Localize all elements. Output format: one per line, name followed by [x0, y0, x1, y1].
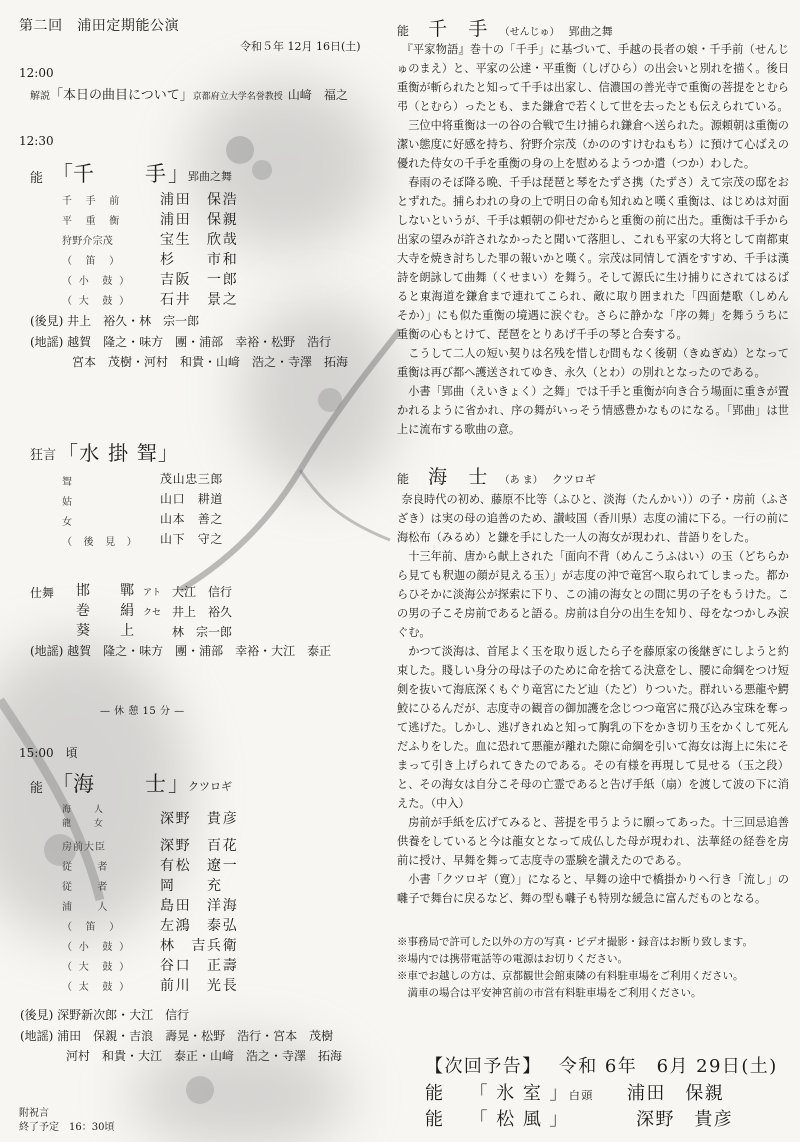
cast-role: 女	[62, 517, 74, 528]
next-item-variant: 白頭	[568, 1089, 594, 1102]
play2-quote-open: 「	[52, 772, 73, 796]
kyogen-category: 狂言	[30, 448, 57, 463]
cast-name: 茂山忠三郎	[160, 472, 224, 486]
next-label: 【次回予告】	[425, 1056, 542, 1077]
shimai-performer: 林 宗一郎	[172, 625, 233, 639]
cast-role: 従 者	[62, 862, 110, 873]
play1-jiutai-line1: (地謡) 越賀 隆之・味方 團・浦部 幸裕・松野 浩行	[30, 335, 332, 349]
cast-role-shite: 海 人	[62, 805, 105, 815]
desc1-body	[397, 40, 789, 439]
desc1-paragraph: 春雨のそぼ降る晩、千手は琵琶と琴をたずさ携（たずさ）えて宗茂の邸をおとずれた。捕らわれの身の上で明日の命も知れぬと嘆く重衡は、はじめは対面しないというが、千手は頼朝の仰せだからと重衡の前に出た。重衡は千手から出家の望みが許されなかったと聞いて落胆し、これも平家の大将として南都東大寺を焼き討ちした罪の報いかと嘆く。宗茂は同情して酒をすすめ、千手は漢詩を朗詠して曲舞（くせまい）を舞う。そして源氏に生け捕りにされてはるばると東海道を鎌倉まで連れてこられ、敵に取り囲まれた「四面楚歌（しめんそか）」にも似た重衡の境遇に涙ぐむ。さらに静かな「序の舞」を舞ううちに重衡の心もとけて、琵琶をとりあげ千手の琴と合奏する。	[397, 176, 789, 341]
cast-name: 浦田 保浩	[160, 192, 239, 208]
shimai-title: 邯 鄲	[76, 583, 135, 599]
desc2-variant: クツロギ	[551, 473, 596, 486]
cast-role: （ 小 鼓 ）	[62, 942, 131, 953]
desc2-paragraph: 房前が手紙を広げてみると、菩提を弔うように願ってあった。十三回忌追善供養をしていると今は龍女となって成仏した母が現われ、法華経の経巻を房前に授け、早舞を舞って志度寺の霊験を讃えたのである。	[397, 816, 789, 867]
desc2-paragraph: 小書「クツロギ（寛）」になると、早舞の途中で橋掛かりへ行き「流し」の囃子で舞台に戻るなど、舞の型も囃子も特別な緩急に富んだものとなる。	[397, 873, 789, 905]
cast-role: 千 手 前	[62, 196, 121, 207]
cast-name: 山本 善之	[160, 512, 224, 526]
cast-name: 浦田 保親	[160, 212, 239, 228]
cast-name: 石井 景之	[160, 292, 239, 308]
shimai-performer: 大江 信行	[172, 585, 233, 599]
play2-koken: (後見) 深野新次郎・大江 信行	[20, 1008, 190, 1022]
cast-role: 従 者	[62, 882, 110, 893]
performance-date: 令和５年 12月 16日(土)	[240, 40, 361, 53]
notice-list	[397, 934, 753, 1002]
play2-variant: クツロギ	[188, 780, 232, 793]
cast-name: 前川 光長	[160, 978, 239, 994]
notice-item: ※場内では携帯電話等の電源はお切りください。	[397, 953, 628, 965]
lecturer-name: 山﨑 福之	[287, 88, 348, 102]
cast-role: 房前大臣	[62, 842, 106, 853]
next-item-performer: 浦田 保親	[626, 1083, 725, 1104]
cast-role: 平 重 衡	[62, 216, 121, 227]
desc1-reading: （せんじゅ）	[499, 27, 560, 38]
desc2-paragraph: 奈良時代の初め、藤原不比等（ふひと、淡海（たんかい））の子・房前（ふさざき）は実の母の追善のため、讃岐国（香川県）志度の浦に下る。一行の前に海松布（みるめ）と鎌を手にした一人の海女が現われ、昔語りをした。	[397, 493, 789, 544]
desc1-variant: 郢曲之舞	[568, 25, 613, 38]
next-heading	[425, 1052, 778, 1078]
play1-koken: (後見) 井上 裕久・林 宗一郎	[30, 314, 200, 328]
desc1-title: 千 手	[428, 18, 489, 40]
cast-role: 狩野介宗茂	[62, 236, 113, 247]
desc2-category: 能	[397, 472, 410, 486]
play1-quote-close: 」	[168, 162, 189, 186]
cast-role: （ 大 鼓 ）	[62, 962, 131, 973]
play2-title-char2: 士	[145, 772, 166, 796]
cast-name: 島田 洋海	[160, 898, 239, 914]
play1-variant: 郢曲之舞	[188, 170, 232, 183]
lecture-title: 「本日の曲目について」	[50, 88, 193, 103]
cast-role-nochi: 龍 女	[62, 819, 105, 829]
second-noh-time: 15:00 頃	[19, 746, 78, 760]
shimai-title: 巻 絹	[76, 603, 135, 619]
cast-name: 深野 百花	[160, 838, 239, 854]
play1-title-char1: 千	[73, 162, 94, 186]
next-item-title: 「 氷 室 」	[469, 1083, 569, 1104]
lecture-label: 解説	[30, 91, 50, 102]
desc1-paragraph: 三位中将重衡は一の谷の合戦で生け捕られ鎌倉へ送られた。源頼朝は重衡の潔い態度に好感を持ち、狩野介宗茂（かののすけむねもち）に預けて心ばえの優れた侍女の千手を重衡の身の上を慰めるようつか遣（つか）わした。	[397, 119, 789, 170]
cast-role: 聟	[62, 477, 74, 488]
desc1-heading	[397, 14, 613, 41]
cast-name: 杉 市和	[160, 252, 239, 268]
play2-title-char1: 海	[73, 772, 94, 796]
notice-item: ※車でお越しの方は、京都観世会館東隣の有料駐車場をご利用ください。	[397, 970, 744, 982]
shimai-note: アト	[143, 588, 162, 598]
desc2-paragraph: 十三年前、唐から献上された「面向不背（めんこうふはい）の玉（どちらから見ても釈迦の顔が見える玉）」が志度の沖で竜宮へ取られてしまった。都からひそかに淡海公が探索に下り、この浦の海女との間に男の子をもうけた。この男の子こそ房前であると語る。房前は自分の出生を知り、母をなつかしみ涙ぐむ。	[397, 550, 789, 639]
next-item-category: 能	[425, 1083, 445, 1104]
cast-name: 深野 貴彦	[160, 811, 239, 827]
intermission: — 休 憩 15 分 —	[100, 706, 185, 717]
cast-role: （ 大 鼓 ）	[62, 296, 131, 307]
cast-role: （ 笛 ）	[62, 256, 121, 267]
cast-name: 有松 遼一	[160, 858, 239, 874]
cast-role: （ 小 鼓 ）	[62, 276, 131, 287]
cast-name: 宝生 欣哉	[160, 232, 239, 248]
cast-name: 林 吉兵衛	[160, 938, 239, 954]
start-time: 12:00	[19, 66, 54, 80]
play1-jiutai-line2: 宮本 茂樹・河村 和貴・山﨑 浩之・寺澤 拓海	[72, 355, 349, 369]
shimai-category: 仕舞	[30, 586, 55, 600]
shugen: 附祝言	[19, 1108, 49, 1119]
desc2-paragraph: かつて淡海は、首尾よく玉を取り返したら子を藤原家の後継ぎにしようと約束した。賤しい身分の母は子のために命を捨てる決意をし、腰に命綱をつけ短剣を抜いて海底深くもぐり竜宮にたど辿（たど）りついた。群れいる悪龍や鰐鮫にひるんだが、志度寺の観音の御加護を念じつつ竜宮に飛び込み宝珠を奪って逃げた。しかし、逃げきれぬと知って胸乳の下をかき切り玉をかくして死んだふりをした。血に恐れて悪龍が離れた隙に命綱を引いて海女は海上に朱にそまって引き上げられてきたのである。その有様を再現して見せる（玉之段）と、その海女は自分こそ母の亡霊であると告げ手紙（扇）を渡して波の下に消えた。（中入）	[397, 645, 789, 810]
desc1-paragraph: 『平家物語』巻十の「千手」に基づいて、手越の長者の娘・千手前（せんじゅのまえ）と、平家の公達・平重衡（しげひら）の出会いと別れを描く。後日重衡が斬られたと知って千手は出家し、信濃国の善光寺で重衡の菩提をとむら弔（とむら）ったとも、また鎌倉で若くして世を去ったとも伝えられている。	[397, 43, 789, 113]
shimai-note: クセ	[143, 608, 162, 618]
shimai-title: 葵 上	[76, 623, 135, 639]
scheduled-end: 終了予定 16：30頃	[19, 1122, 115, 1133]
next-item	[425, 1079, 724, 1105]
cast-name: 谷口 正壽	[160, 958, 239, 974]
desc2-reading: （あ ま）	[499, 475, 543, 486]
cast-role: 姑	[62, 497, 74, 508]
program-title: 第二回 浦田定期能公演	[19, 18, 180, 34]
lecturer-affiliation: 京都府立大学名誉教授	[192, 92, 283, 102]
next-item	[425, 1105, 733, 1131]
cast-name: 山口 耕道	[160, 492, 224, 506]
play2-jiutai-line2: 河村 和貴・大江 泰正・山﨑 浩之・寺澤 拓海	[66, 1049, 343, 1063]
play1-quote-open: 「	[52, 162, 73, 186]
next-date: 令和 6年 6月 29日(土)	[558, 1056, 778, 1077]
play2-quote-close: 」	[168, 772, 189, 796]
cast-name: 吉阪 一郎	[160, 272, 239, 288]
desc1-paragraph: こうして二人の短い契りは名残を惜しむ間もなく後朝（きぬぎぬ）となって重衡は再び都へ護送されてゆき、永久（とわ）の別れとなったのである。	[397, 347, 789, 379]
desc1-paragraph: 小書「郢曲（えいきょく）之舞」では千手と重衡が向き合う場面に重きが置かれるように省かれ、序の舞がいっそう情感豊かなものになる。「郢曲」は世上に流布する歌曲の意。	[397, 385, 789, 436]
cast-name: 岡 充	[160, 878, 223, 894]
next-item-performer: 深野 貴彦	[636, 1109, 734, 1130]
desc2-title: 海 士	[428, 466, 489, 488]
desc2-heading	[397, 462, 596, 489]
cast-role: （ 笛 ）	[62, 922, 121, 933]
next-item-category: 能	[425, 1109, 445, 1130]
notice-item: 満車の場合は平安神宮前の市営有料駐車場をご利用ください。	[397, 987, 702, 999]
play1-category: 能	[30, 171, 44, 186]
cast-name: 左鴻 泰弘	[160, 918, 239, 934]
cast-name: 山下 守之	[160, 532, 224, 546]
cast-role: （ 後 見 ）	[62, 537, 138, 548]
noh-start-time: 12:30	[19, 134, 54, 148]
desc1-category: 能	[397, 24, 410, 38]
kyogen-title: 「水 掛 聟」	[58, 441, 180, 465]
desc2-body	[397, 490, 789, 908]
next-item-title: 「 松 風 」	[469, 1109, 569, 1130]
play2-jiutai-line1: (地謡) 浦田 保親・吉浪 壽晃・松野 浩行・宮本 茂樹	[20, 1029, 334, 1043]
lecture-line	[30, 84, 348, 103]
cast-role: （ 太 鼓 ）	[62, 982, 131, 993]
cast-role: 浦 人	[62, 902, 110, 913]
play1-title-char2: 手	[145, 162, 166, 186]
notice-item: ※事務局で許可した以外の方の写真・ビデオ撮影・録音はお断り致します。	[397, 936, 753, 948]
play2-category: 能	[30, 781, 44, 796]
shimai-jiutai: (地謡) 越賀 隆之・味方 團・浦部 幸裕・大江 泰正	[30, 644, 332, 658]
shimai-performer: 井上 裕久	[172, 605, 233, 619]
